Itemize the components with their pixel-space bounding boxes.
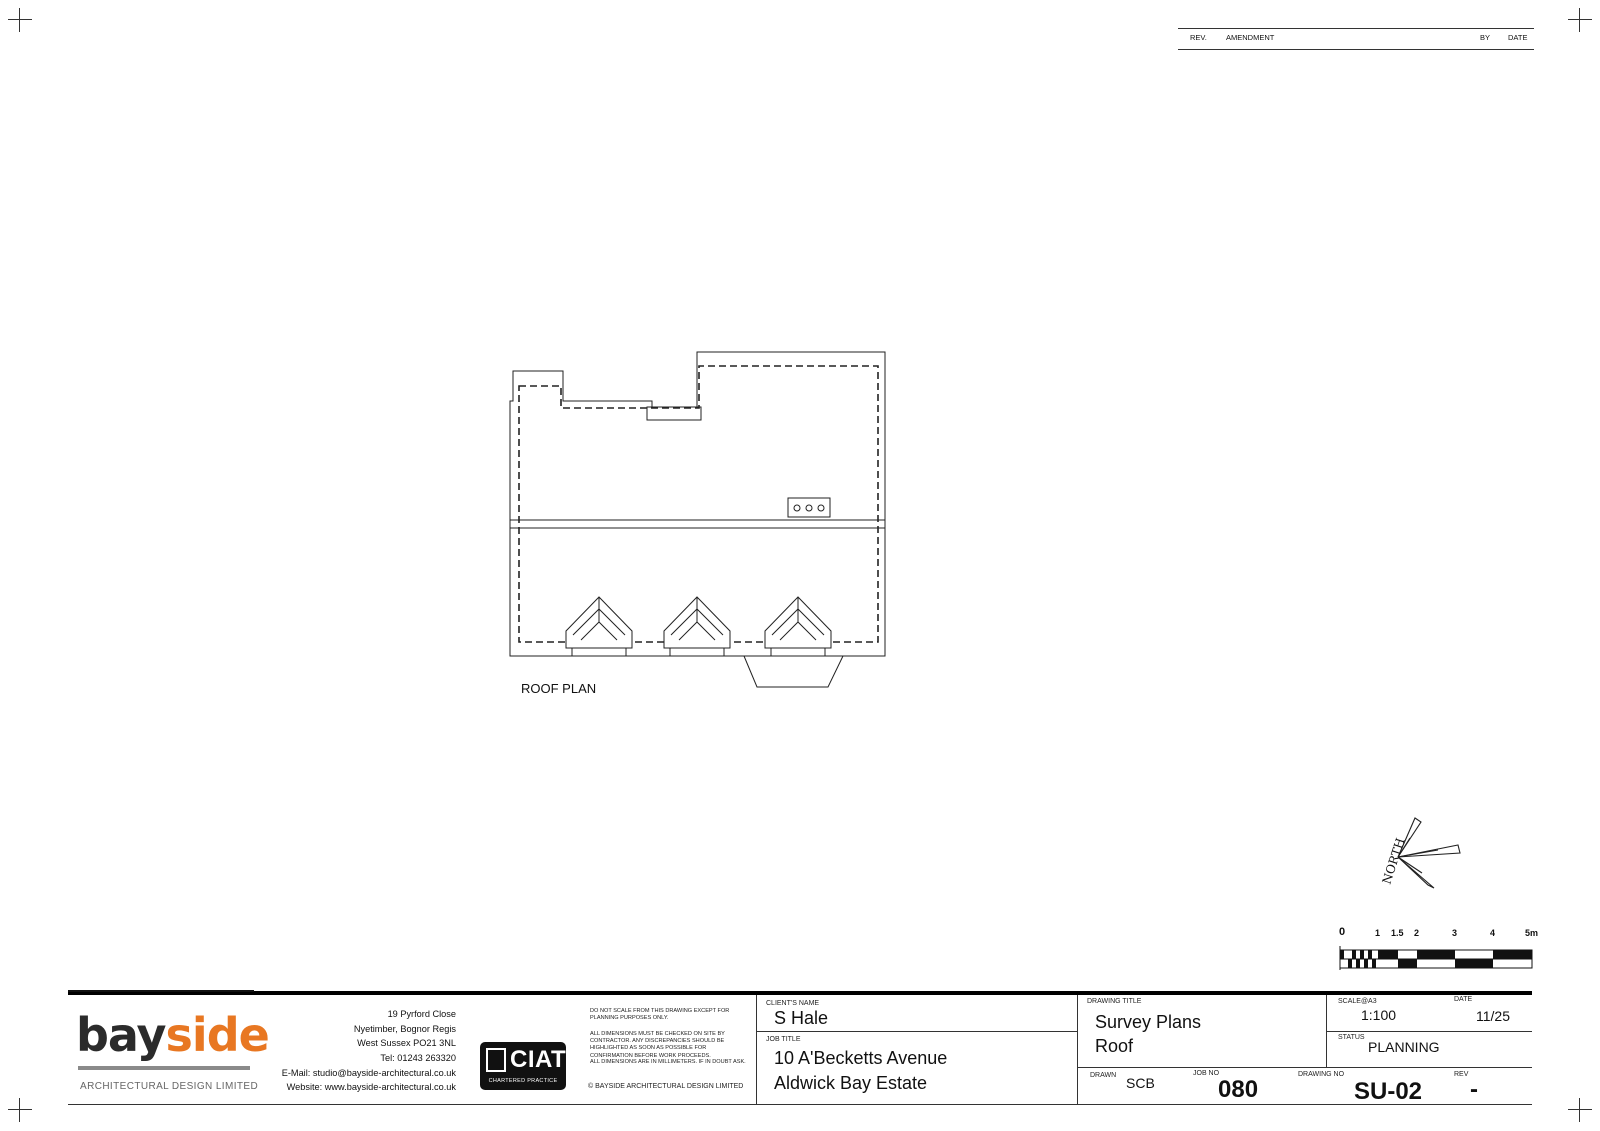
job-title-label: JOB TITLE: [766, 1036, 801, 1043]
note-millimeters: ALL DIMENSIONS ARE IN MILLIMETERS. IF IN DOUBT ASK.: [590, 1059, 746, 1065]
scale-value: 1:100: [1361, 1007, 1397, 1023]
job-title-line-1: 10 A'Becketts Avenue: [774, 1048, 948, 1068]
scale-label-1: 1: [1375, 928, 1381, 938]
dormer-2: [664, 597, 730, 656]
north-arrow-icon: [1398, 818, 1460, 888]
note-scale: DO NOT SCALE FROM THIS DRAWING EXCEPT FOR PLANNING PURPOSES ONLY.: [590, 1008, 730, 1022]
copyright-icon: ©: [588, 1083, 594, 1090]
address-line-1: 19 Pyrford Close: [387, 1009, 456, 1019]
email: E-Mail: studio@bayside-architectural.co.uk: [281, 1068, 456, 1078]
logo-underline: [78, 1066, 250, 1070]
website-link[interactable]: Website: www.bayside-architectural.co.uk: [286, 1082, 456, 1092]
drawing-no-label: DRAWING NO: [1298, 1071, 1345, 1078]
rev-label: REV: [1454, 1071, 1469, 1078]
date-label: DATE: [1454, 996, 1473, 1003]
client-label: CLIENT'S NAME: [766, 1000, 820, 1007]
drawn-value: SCB: [1126, 1075, 1155, 1091]
ciat-seal-icon: [486, 1048, 506, 1072]
drawing-title-line-2: Roof: [1095, 1036, 1134, 1056]
scale-label-4: 4: [1490, 928, 1496, 938]
scale-label-1-5: 1.5: [1391, 928, 1404, 938]
north-label: NORTH: [1379, 836, 1408, 886]
scale-label-5m: 5m: [1525, 928, 1539, 938]
address-line-3: West Sussex PO21 3NL: [357, 1038, 456, 1048]
company-subtitle: ARCHITECTURAL DESIGN LIMITED: [80, 1081, 259, 1092]
rev-header: REV.: [1190, 33, 1207, 42]
by-header: BY: [1480, 33, 1491, 42]
scale-label-0: 0: [1339, 926, 1346, 938]
status-label: STATUS: [1338, 1034, 1365, 1041]
ciat-badge: CIAT CHARTERED PRACTICE: [480, 1042, 566, 1090]
scale-label: SCALE@A3: [1338, 998, 1377, 1005]
copyright: © BAYSIDE ARCHITECTURAL DESIGN LIMITED: [588, 1083, 744, 1090]
drawing-title-label: DRAWING TITLE: [1087, 998, 1142, 1005]
job-no-label: JOB NO: [1193, 1070, 1220, 1077]
job-title-line-2: Aldwick Bay Estate: [774, 1073, 928, 1093]
drawing-title-line-1: Survey Plans: [1095, 1012, 1202, 1032]
vent-unit: [788, 498, 830, 517]
scale-label-2: 2: [1414, 928, 1420, 938]
rev-value: -: [1470, 1076, 1478, 1103]
client-name: S Hale: [774, 1008, 829, 1028]
note-dimensions-check: ALL DIMENSIONS MUST BE CHECKED ON SITE BY CONTRACTOR. ANY DISCREPANCIES SHOULD BE HIGHLIGHTED AS SOON AS POSSIBLE FOR CONFIRMATION BEFORE WORK PROCEEDS.: [590, 1031, 725, 1059]
company-logo: bayside: [76, 1008, 269, 1062]
dormer-1: [566, 597, 632, 656]
scale-label-3: 3: [1452, 928, 1458, 938]
status-value: PLANNING: [1368, 1039, 1440, 1055]
scale-bar: [1340, 946, 1532, 970]
address-line-2: Nyetimber, Bognor Regis: [353, 1024, 456, 1034]
telephone: Tel: 01243 263320: [380, 1053, 456, 1063]
job-no-value: 080: [1218, 1076, 1259, 1103]
amendment-header: AMENDMENT: [1226, 33, 1275, 42]
drawn-label: DRAWN: [1090, 1072, 1117, 1079]
title-block-border: [68, 991, 1532, 995]
dormer-3: [765, 597, 831, 656]
date-header: DATE: [1508, 33, 1528, 42]
date-value: 11/25: [1476, 1008, 1510, 1024]
drawing-no-value: SU-02: [1354, 1078, 1423, 1105]
dormer-windows: [566, 597, 831, 656]
drawing-label: ROOF PLAN: [521, 681, 597, 696]
